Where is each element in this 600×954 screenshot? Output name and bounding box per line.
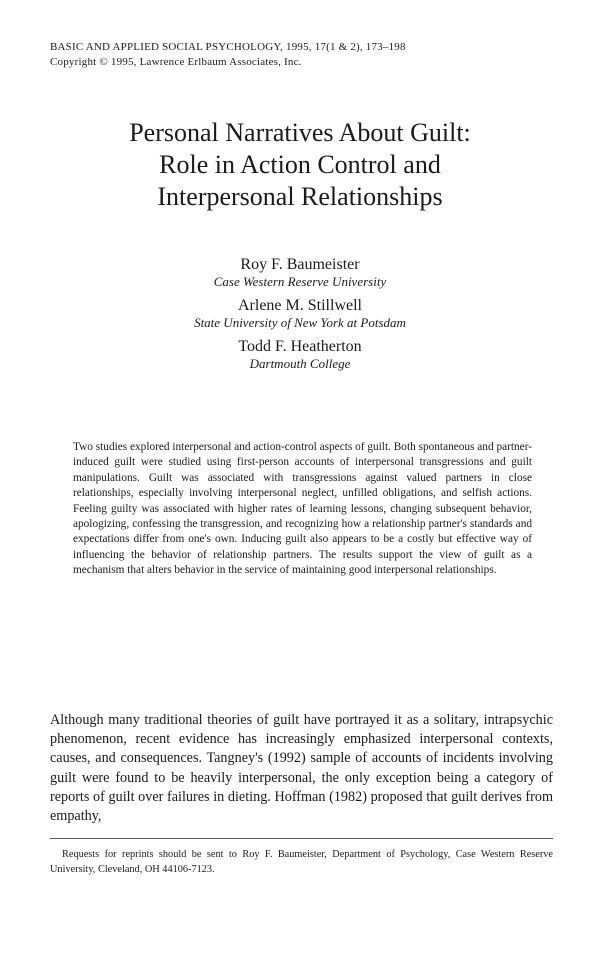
title-line-1: Personal Narratives About Guilt: — [129, 118, 471, 147]
footnote-divider — [50, 838, 553, 839]
journal-citation: BASIC AND APPLIED SOCIAL PSYCHOLOGY, 1995, 17(1 & 2), 173–198 — [50, 41, 406, 53]
author-affiliation: Case Western Reserve University — [213, 274, 387, 289]
copyright-line: Copyright © 1995, Lawrence Erlbaum Associates, Inc. — [50, 56, 302, 68]
title-line-2: Role in Action Control and — [159, 150, 441, 179]
author-block — [0, 296, 600, 331]
author-block — [0, 337, 600, 372]
author-name: Todd F. Heatherton — [238, 338, 362, 355]
author-name: Arlene M. Stillwell — [238, 297, 362, 314]
journal-header — [50, 40, 406, 70]
footnote: Requests for reprints should be sent to Roy F. Baumeister, Department of Psychology, Case Western Reserve University, Cleveland, OH 44106-7123. — [50, 849, 553, 875]
author-affiliation: State University of New York at Potsdam — [194, 315, 406, 330]
title-line-3: Interpersonal Relationships — [157, 182, 443, 211]
author-block — [0, 255, 600, 290]
paper-title — [0, 117, 600, 213]
author-name: Roy F. Baumeister — [240, 256, 360, 273]
abstract: Two studies explored interpersonal and action-control aspects of guilt. Both spontaneous and partner-induced guilt were studied using first-person accounts of interpersonal transgressions and guilt manipulations. Guilt was associated with transgressions against valued partners in close relationships, especially involving interpersonal neglect, unfilled obligations, and selfish actions. Feeling guilty was associated with higher rates of learning lessons, changing subsequent behavior, apologizing, confessing the transgression, and recognizing how a relationship partner's standards and expectations differ from one's own. Inducing guilt also appears to be a costly but effective way of influencing the behavior of relationship partners. The results support the view of guilt as a mechanism that alters behavior in the service of maintaining good interpersonal relationships. — [73, 441, 532, 577]
author-list — [0, 255, 600, 378]
body-paragraph: Although many traditional theories of guilt have portrayed it as a solitary, intrapsychic phenomenon, recent evidence has increasingly emphasized interpersonal contexts, causes, and consequences. Tangney's (1992) sample of accounts of incidents involving guilt were found to be heavily interpersonal, the only exception being a category of reports of guilt over failures in dieting. Hoffman (1982) proposed that guilt derives from empathy, — [50, 712, 553, 825]
author-affiliation: Dartmouth College — [249, 356, 351, 371]
